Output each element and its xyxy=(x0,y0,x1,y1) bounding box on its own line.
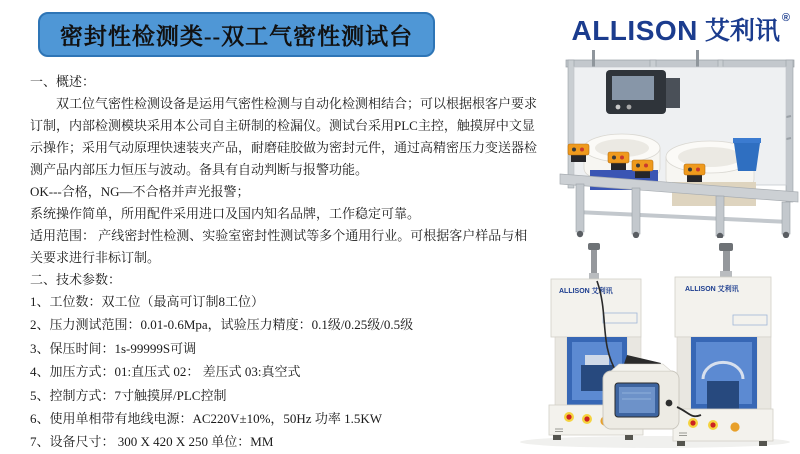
right-test-machine xyxy=(673,243,773,446)
parameter-item: 6、使用单相带有地线电源：AC220V±10%，50Hz 功率 1.5KW xyxy=(30,410,382,426)
parameters-section xyxy=(30,290,413,454)
overview-line: 系统操作简单，所用配件采用进口及国内知名品牌，工作稳定可靠。 xyxy=(30,206,421,221)
machine-brand-label: ALLISON 艾利讯 xyxy=(559,288,613,295)
parameter-item: 1、工位数：双工位（最高可订制8工位） xyxy=(30,294,265,309)
logo-brand-cn: 艾利讯 xyxy=(704,17,780,45)
company-logo xyxy=(571,12,790,46)
parameter-item: 3、保压时间：1s-99999S可调 xyxy=(30,340,197,356)
testers-illustration xyxy=(505,243,800,450)
start-button-box xyxy=(608,152,629,170)
parameter-item: 4、加压方式：01:直压式 02： 差压式 03:真空式 xyxy=(30,364,301,380)
bottom-product-photo xyxy=(505,243,800,450)
start-button-box xyxy=(568,144,589,162)
registered-trademark-icon: ® xyxy=(781,12,790,24)
parameter-item: 5、控制方式：7寸触摸屏/PLC控制 xyxy=(30,387,227,403)
overview-section xyxy=(30,71,537,291)
bench-illustration xyxy=(480,50,800,238)
parameter-item: 2、压力测试范围：0.01-0.6Mpa，试验压力精度：0.1级/0.25级/0.5级 xyxy=(30,317,414,333)
emergency-stop-button xyxy=(708,420,718,430)
overview-line: 订制，内部检测模块采用本公司自主研制的检漏仪。测试台采用PLC主控，触摸屏中文显 xyxy=(30,118,535,133)
emergency-stop-button xyxy=(582,414,592,424)
overview-heading: 一、概述： xyxy=(30,74,96,89)
overview-line: 关要求进行非标订制。 xyxy=(30,250,161,265)
overview-line: 测产品内部压力恒压与波动。备具有自动判断与报警功能。 xyxy=(30,162,369,177)
top-product-photo xyxy=(480,50,800,238)
start-button-box xyxy=(684,164,705,182)
overview-line: 示操作；采用气动原理快速装夹产品，耐磨硅胶做为密封元件，通过高精密压力变送器检 xyxy=(30,140,538,155)
overview-line: 适用范围： 产线密封性检测、实验室密封性测试等多个通用行业。可根据客户样品与相 xyxy=(30,228,528,243)
start-button-box xyxy=(632,160,653,178)
parameter-item: 7、设备尺寸： 300 X 420 X 250 单位：MM xyxy=(30,434,274,450)
title-banner xyxy=(38,12,435,57)
logo-brand-en: ALLISON xyxy=(571,15,698,46)
overview-line: OK---合格，NG—不合格并声光报警； xyxy=(30,184,250,199)
power-button xyxy=(730,422,739,431)
console-knob xyxy=(666,400,673,407)
parameters-heading: 二、技术参数： xyxy=(30,272,122,287)
overview-line: 双工位气密性检测设备是运用气密性检测与自动化检测相结合；可以根据根客户要求 xyxy=(56,96,538,111)
page-title: 密封性检测类--双工气密性测试台 xyxy=(59,24,414,49)
machine-brand-label: ALLISON 艾利讯 xyxy=(685,286,739,293)
emergency-stop-button xyxy=(564,412,574,422)
emergency-stop-button xyxy=(688,418,698,428)
